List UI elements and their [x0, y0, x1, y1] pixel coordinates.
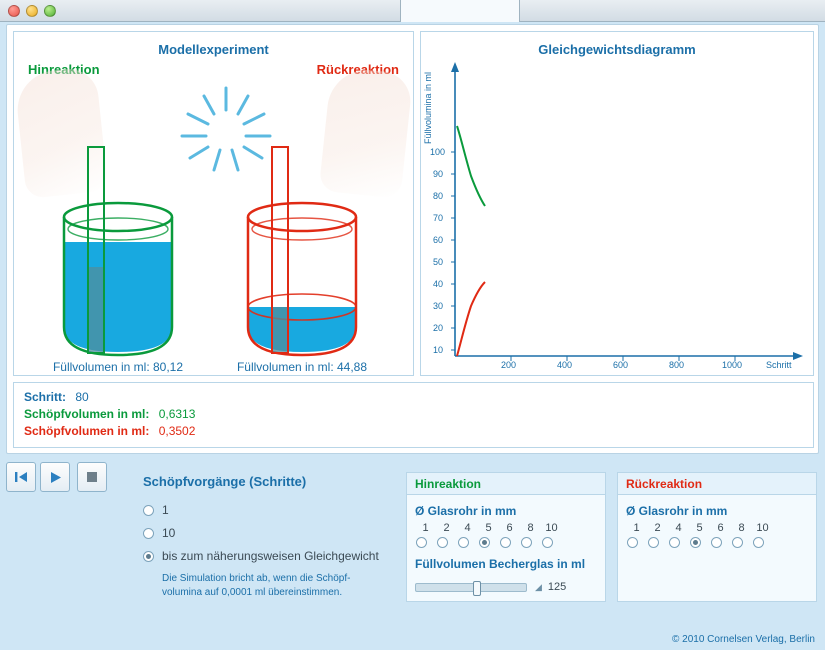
- rueckreaktion-label: Rückreaktion: [316, 62, 399, 77]
- hinreaktion-tube-label: Ø Glasrohr in mm: [415, 504, 517, 518]
- rueck-readout-row: [24, 423, 803, 440]
- rueck-tube-value-8: 8: [738, 522, 745, 534]
- hin-tube-value-6: 6: [506, 522, 513, 534]
- rueckreaktion-tube-values: [618, 522, 816, 534]
- model-experiment-panel: [13, 31, 414, 376]
- hin-volume-label: Schöpfvolumen in ml:: [24, 407, 150, 421]
- rueck-radio-1[interactable]: [627, 537, 638, 548]
- steps-option-10-label: 10: [162, 526, 176, 540]
- x-axis-label: Schritt: [766, 360, 792, 370]
- control-area: [0, 462, 825, 650]
- window-tab[interactable]: [400, 0, 520, 22]
- hin-volume-value: 0,6313: [158, 407, 196, 421]
- rueckreaktion-tube-label: Ø Glasrohr in mm: [626, 504, 728, 518]
- stop-button[interactable]: [77, 462, 107, 492]
- step-label: Schritt:: [24, 390, 66, 404]
- hin-radio-10[interactable]: [542, 537, 553, 548]
- y-tick-30: 30: [433, 301, 444, 311]
- y-tick-70: 70: [433, 213, 444, 223]
- volume-slider-thumb[interactable]: [473, 581, 481, 596]
- hin-readout-row: [24, 406, 803, 423]
- hinreaktion-tube-radios: [407, 534, 605, 548]
- steps-option-1[interactable]: [143, 503, 393, 517]
- x-tick-200: 200: [501, 360, 517, 370]
- y-tick-90: 90: [433, 169, 444, 179]
- rewind-button[interactable]: [6, 462, 36, 492]
- step-value: 80: [75, 390, 89, 404]
- rueck-volume-value: 0,3502: [158, 424, 196, 438]
- rueckreaktion-settings-box: [617, 472, 817, 602]
- equilibrium-diagram-panel: [420, 31, 814, 376]
- x-tick-400: 400: [557, 360, 573, 370]
- y-tick-20: 20: [433, 323, 444, 333]
- x-tick-1000: 1000: [722, 360, 743, 370]
- step-readout-row: [24, 389, 803, 406]
- hin-radio-5[interactable]: [479, 537, 490, 548]
- steps-title: Schöpfvorgänge (Schritte): [143, 474, 307, 489]
- y-tick-10: 10: [433, 345, 444, 355]
- rueck-radio-5[interactable]: [690, 537, 701, 548]
- readout-panel: [13, 382, 814, 448]
- left-volume-text: Füllvolumen in ml: 80,12: [52, 360, 184, 374]
- y-tick-50: 50: [433, 257, 444, 267]
- hin-tube-value-5: 5: [485, 522, 492, 534]
- hin-tube-value-2: 2: [443, 522, 450, 534]
- volume-slider[interactable]: [415, 583, 527, 592]
- steps-note-line2: volumina auf 0,0001 ml übereinstimmen.: [162, 587, 343, 598]
- hin-radio-4[interactable]: [458, 537, 469, 548]
- rewind-icon: [14, 471, 28, 483]
- rueck-tube-value-5: 5: [696, 522, 703, 534]
- hin-radio-1[interactable]: [416, 537, 427, 548]
- y-tick-80: 80: [433, 191, 444, 201]
- steps-option-equilibrium[interactable]: [143, 549, 393, 563]
- copyright-text: © 2010 Cornelsen Verlag, Berlin: [671, 634, 815, 645]
- hin-radio-6[interactable]: [500, 537, 511, 548]
- rueck-volume-label: Schöpfvolumen in ml:: [24, 424, 150, 438]
- steps-option-equilibrium-label: bis zum näherungsweisen Gleichgewicht: [162, 549, 379, 563]
- rueckreaktion-box-header: Rückreaktion: [618, 473, 816, 495]
- window-minimize-button[interactable]: [26, 5, 38, 17]
- rueck-tube-value-6: 6: [717, 522, 724, 534]
- window-close-button[interactable]: [8, 5, 20, 17]
- steps-options-block: [143, 474, 393, 600]
- rueck-radio-2[interactable]: [648, 537, 659, 548]
- rueck-tube-value-1: 1: [633, 522, 640, 534]
- model-panel-title: Modellexperiment: [158, 42, 269, 57]
- x-tick-800: 800: [669, 360, 685, 370]
- diagram-panel-title: Gleichgewichtsdiagramm: [538, 42, 696, 57]
- hin-tube-value-1: 1: [422, 522, 429, 534]
- hinreaktion-volume-slider-row: [407, 575, 605, 593]
- y-tick-40: 40: [433, 279, 444, 289]
- y-axis-label: Füllvolumina in ml: [423, 71, 433, 144]
- right-beaker: [212, 137, 392, 382]
- rueckreaktion-tube-radios: [618, 534, 816, 548]
- radio-steps-equilibrium[interactable]: [143, 551, 154, 562]
- play-icon: [49, 471, 62, 484]
- slider-caret-icon: ◢: [535, 581, 542, 592]
- steps-option-1-label: 1: [162, 503, 169, 517]
- hin-radio-8[interactable]: [521, 537, 532, 548]
- right-volume-text: Füllvolumen in ml: 44,88: [236, 360, 368, 374]
- x-tick-600: 600: [613, 360, 629, 370]
- steps-note-line1: Die Simulation bricht ab, wenn die Schöpf-: [162, 573, 351, 584]
- radio-steps-10[interactable]: [143, 528, 154, 539]
- rueck-radio-8[interactable]: [732, 537, 743, 548]
- rueck-radio-4[interactable]: [669, 537, 680, 548]
- hinreaktion-box-header: Hinreaktion: [407, 473, 605, 495]
- rueck-radio-10[interactable]: [753, 537, 764, 548]
- steps-option-10[interactable]: [143, 526, 393, 540]
- radio-steps-1[interactable]: [143, 505, 154, 516]
- hin-tube-value-10: 10: [545, 522, 558, 534]
- hin-tube-value-4: 4: [464, 522, 471, 534]
- simulation-stage: [6, 24, 819, 454]
- hinreaktion-tube-values: [407, 522, 605, 534]
- hinreaktion-settings-box: [406, 472, 606, 602]
- rueck-radio-6[interactable]: [711, 537, 722, 548]
- window-maximize-button[interactable]: [44, 5, 56, 17]
- stop-icon: [86, 471, 98, 483]
- hinreaktion-volume-label: Füllvolumen Becherglas in ml: [415, 557, 586, 571]
- hinreaktion-label: Hinreaktion: [28, 62, 100, 77]
- rueck-tube-value-4: 4: [675, 522, 682, 534]
- y-tick-100: 100: [430, 147, 446, 157]
- equilibrium-chart: [421, 56, 813, 371]
- hin-tube-value-8: 8: [527, 522, 534, 534]
- play-button[interactable]: [40, 462, 70, 492]
- volume-slider-value: 125: [547, 581, 567, 593]
- left-beaker: [28, 137, 208, 382]
- rueck-tube-value-2: 2: [654, 522, 661, 534]
- y-tick-60: 60: [433, 235, 444, 245]
- hin-radio-2[interactable]: [437, 537, 448, 548]
- steps-note: [162, 572, 393, 600]
- rueck-tube-value-10: 10: [756, 522, 769, 534]
